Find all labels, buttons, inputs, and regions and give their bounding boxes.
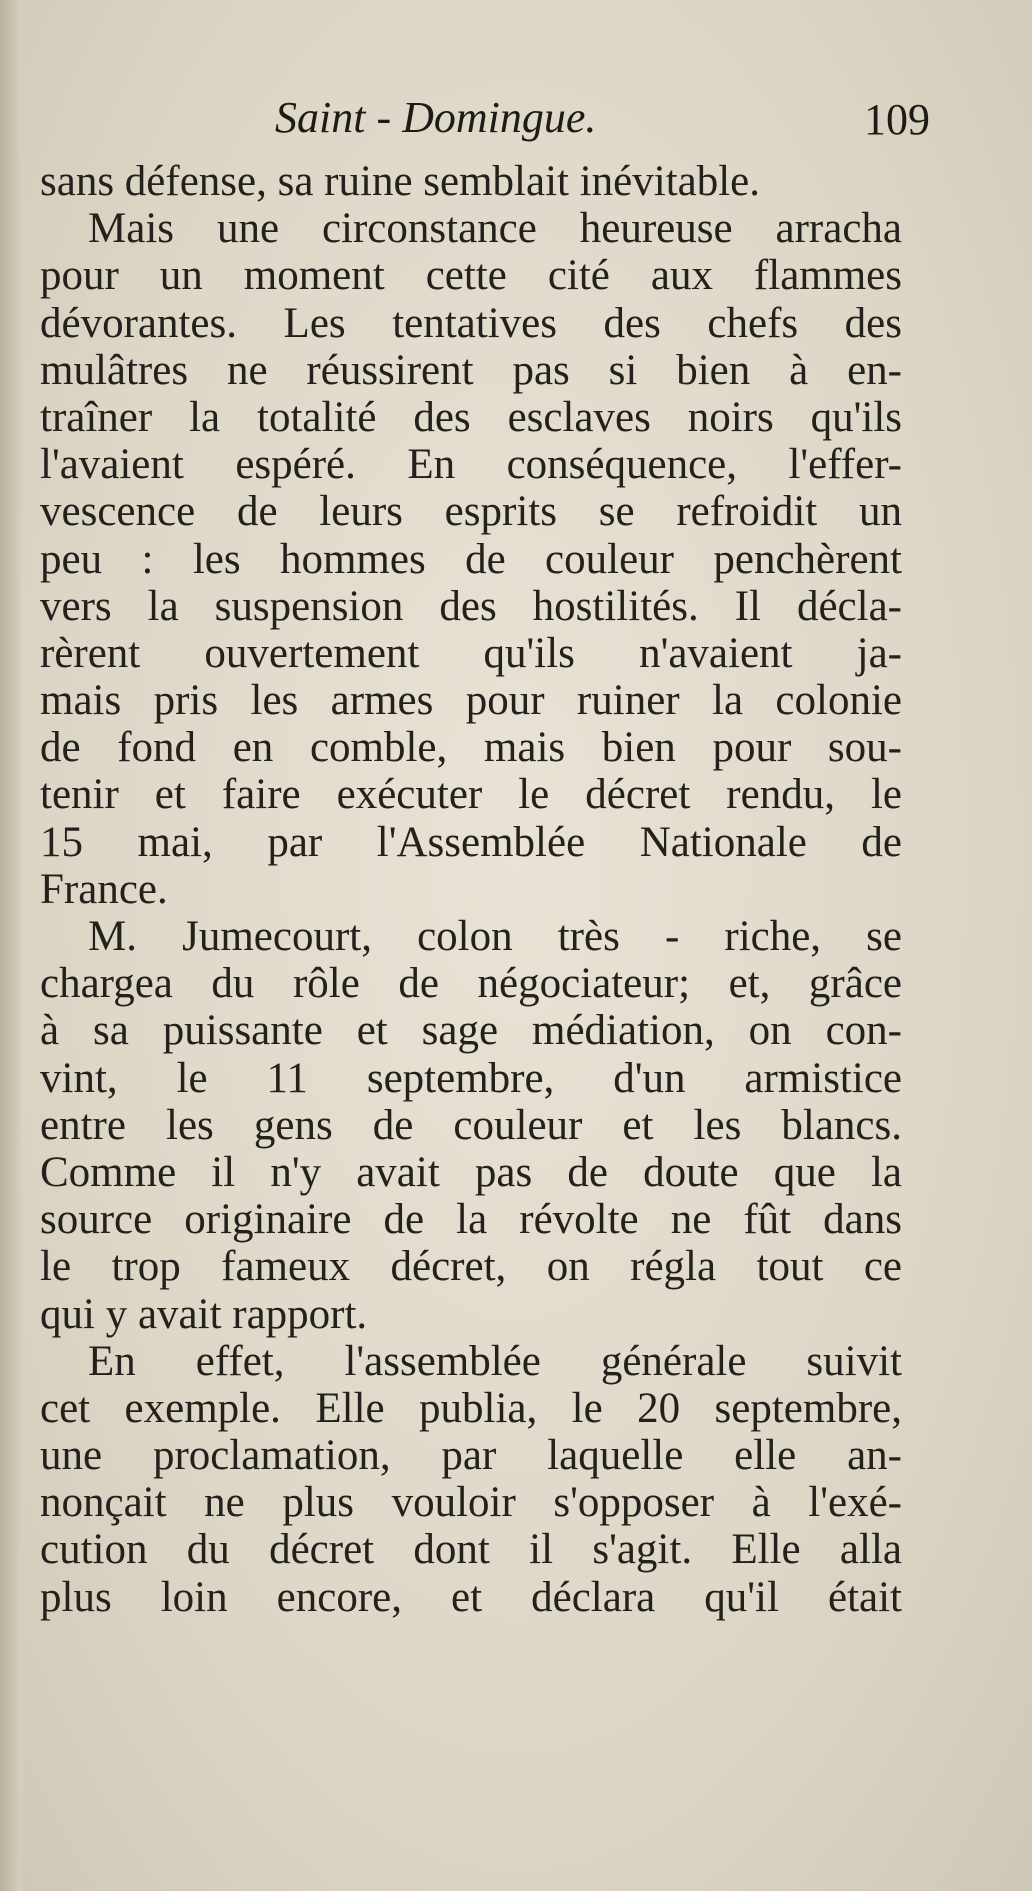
text-line: mulâtres ne réussirent pas si bien à en-	[40, 346, 902, 394]
text-line: plus loin encore, et déclara qu'il était	[40, 1573, 902, 1621]
text-line: de fond en comble, mais bien pour sou-	[40, 724, 902, 772]
text-line: chargea du rôle de négociateur; et, grâce	[40, 960, 902, 1008]
text-line: dévorantes. Les tentatives des chefs des	[40, 299, 902, 347]
text-line: à sa puissante et sage médiation, on con-	[40, 1007, 902, 1055]
text-line: peu : les hommes de couleur penchèrent	[40, 535, 902, 583]
text-line: cet exemple. Elle publia, le 20 septembre,	[40, 1384, 902, 1432]
text-line: France.	[40, 865, 168, 913]
text-line: l'avaient espéré. En conséquence, l'effer-	[40, 441, 902, 489]
text-line: En effet, l'assemblée générale suivit	[88, 1337, 902, 1385]
page-gutter-shadow	[0, 0, 22, 1891]
text-line: tenir et faire exécuter le décret rendu, le	[40, 771, 902, 819]
text-line: vers la suspension des hostilités. Il décla-	[40, 582, 902, 630]
body-text	[40, 158, 902, 1621]
running-title: Saint - Domingue.	[275, 93, 597, 142]
text-line: source originaire de la révolte ne fût dans	[40, 1196, 902, 1244]
text-line: traîner la totalité des esclaves noirs qu'ils	[40, 393, 902, 441]
text-line: qui y avait rapport.	[40, 1290, 368, 1338]
text-line: une proclamation, par laquelle elle an-	[40, 1432, 902, 1480]
text-line: le trop fameux décret, on régla tout ce	[40, 1243, 902, 1291]
text-line: 15 mai, par l'Assemblée Nationale de	[40, 818, 902, 866]
text-line: cution du décret dont il s'agit. Elle alla	[40, 1526, 902, 1574]
text-line: rèrent ouvertement qu'ils n'avaient ja-	[40, 629, 902, 677]
page-number: 109	[864, 95, 930, 144]
text-line: mais pris les armes pour ruiner la colonie	[40, 677, 902, 725]
text-line: pour un moment cette cité aux flammes	[40, 252, 902, 300]
text-line: M. Jumecourt, colon très - riche, se	[88, 913, 902, 960]
running-head	[40, 92, 930, 152]
text-line: vescence de leurs esprits se refroidit un	[40, 488, 902, 536]
text-line: sans défense, sa ruine semblait inévitable.	[40, 158, 761, 205]
text-line: entre les gens de couleur et les blancs.	[40, 1101, 902, 1149]
text-line: vint, le 11 septembre, d'un armistice	[40, 1054, 902, 1102]
text-line: Mais une circonstance heureuse arracha	[88, 205, 902, 253]
text-line: nonçait ne plus vouloir s'opposer à l'exé-	[40, 1479, 902, 1527]
text-line: Comme il n'y avait pas de doute que la	[40, 1148, 902, 1196]
